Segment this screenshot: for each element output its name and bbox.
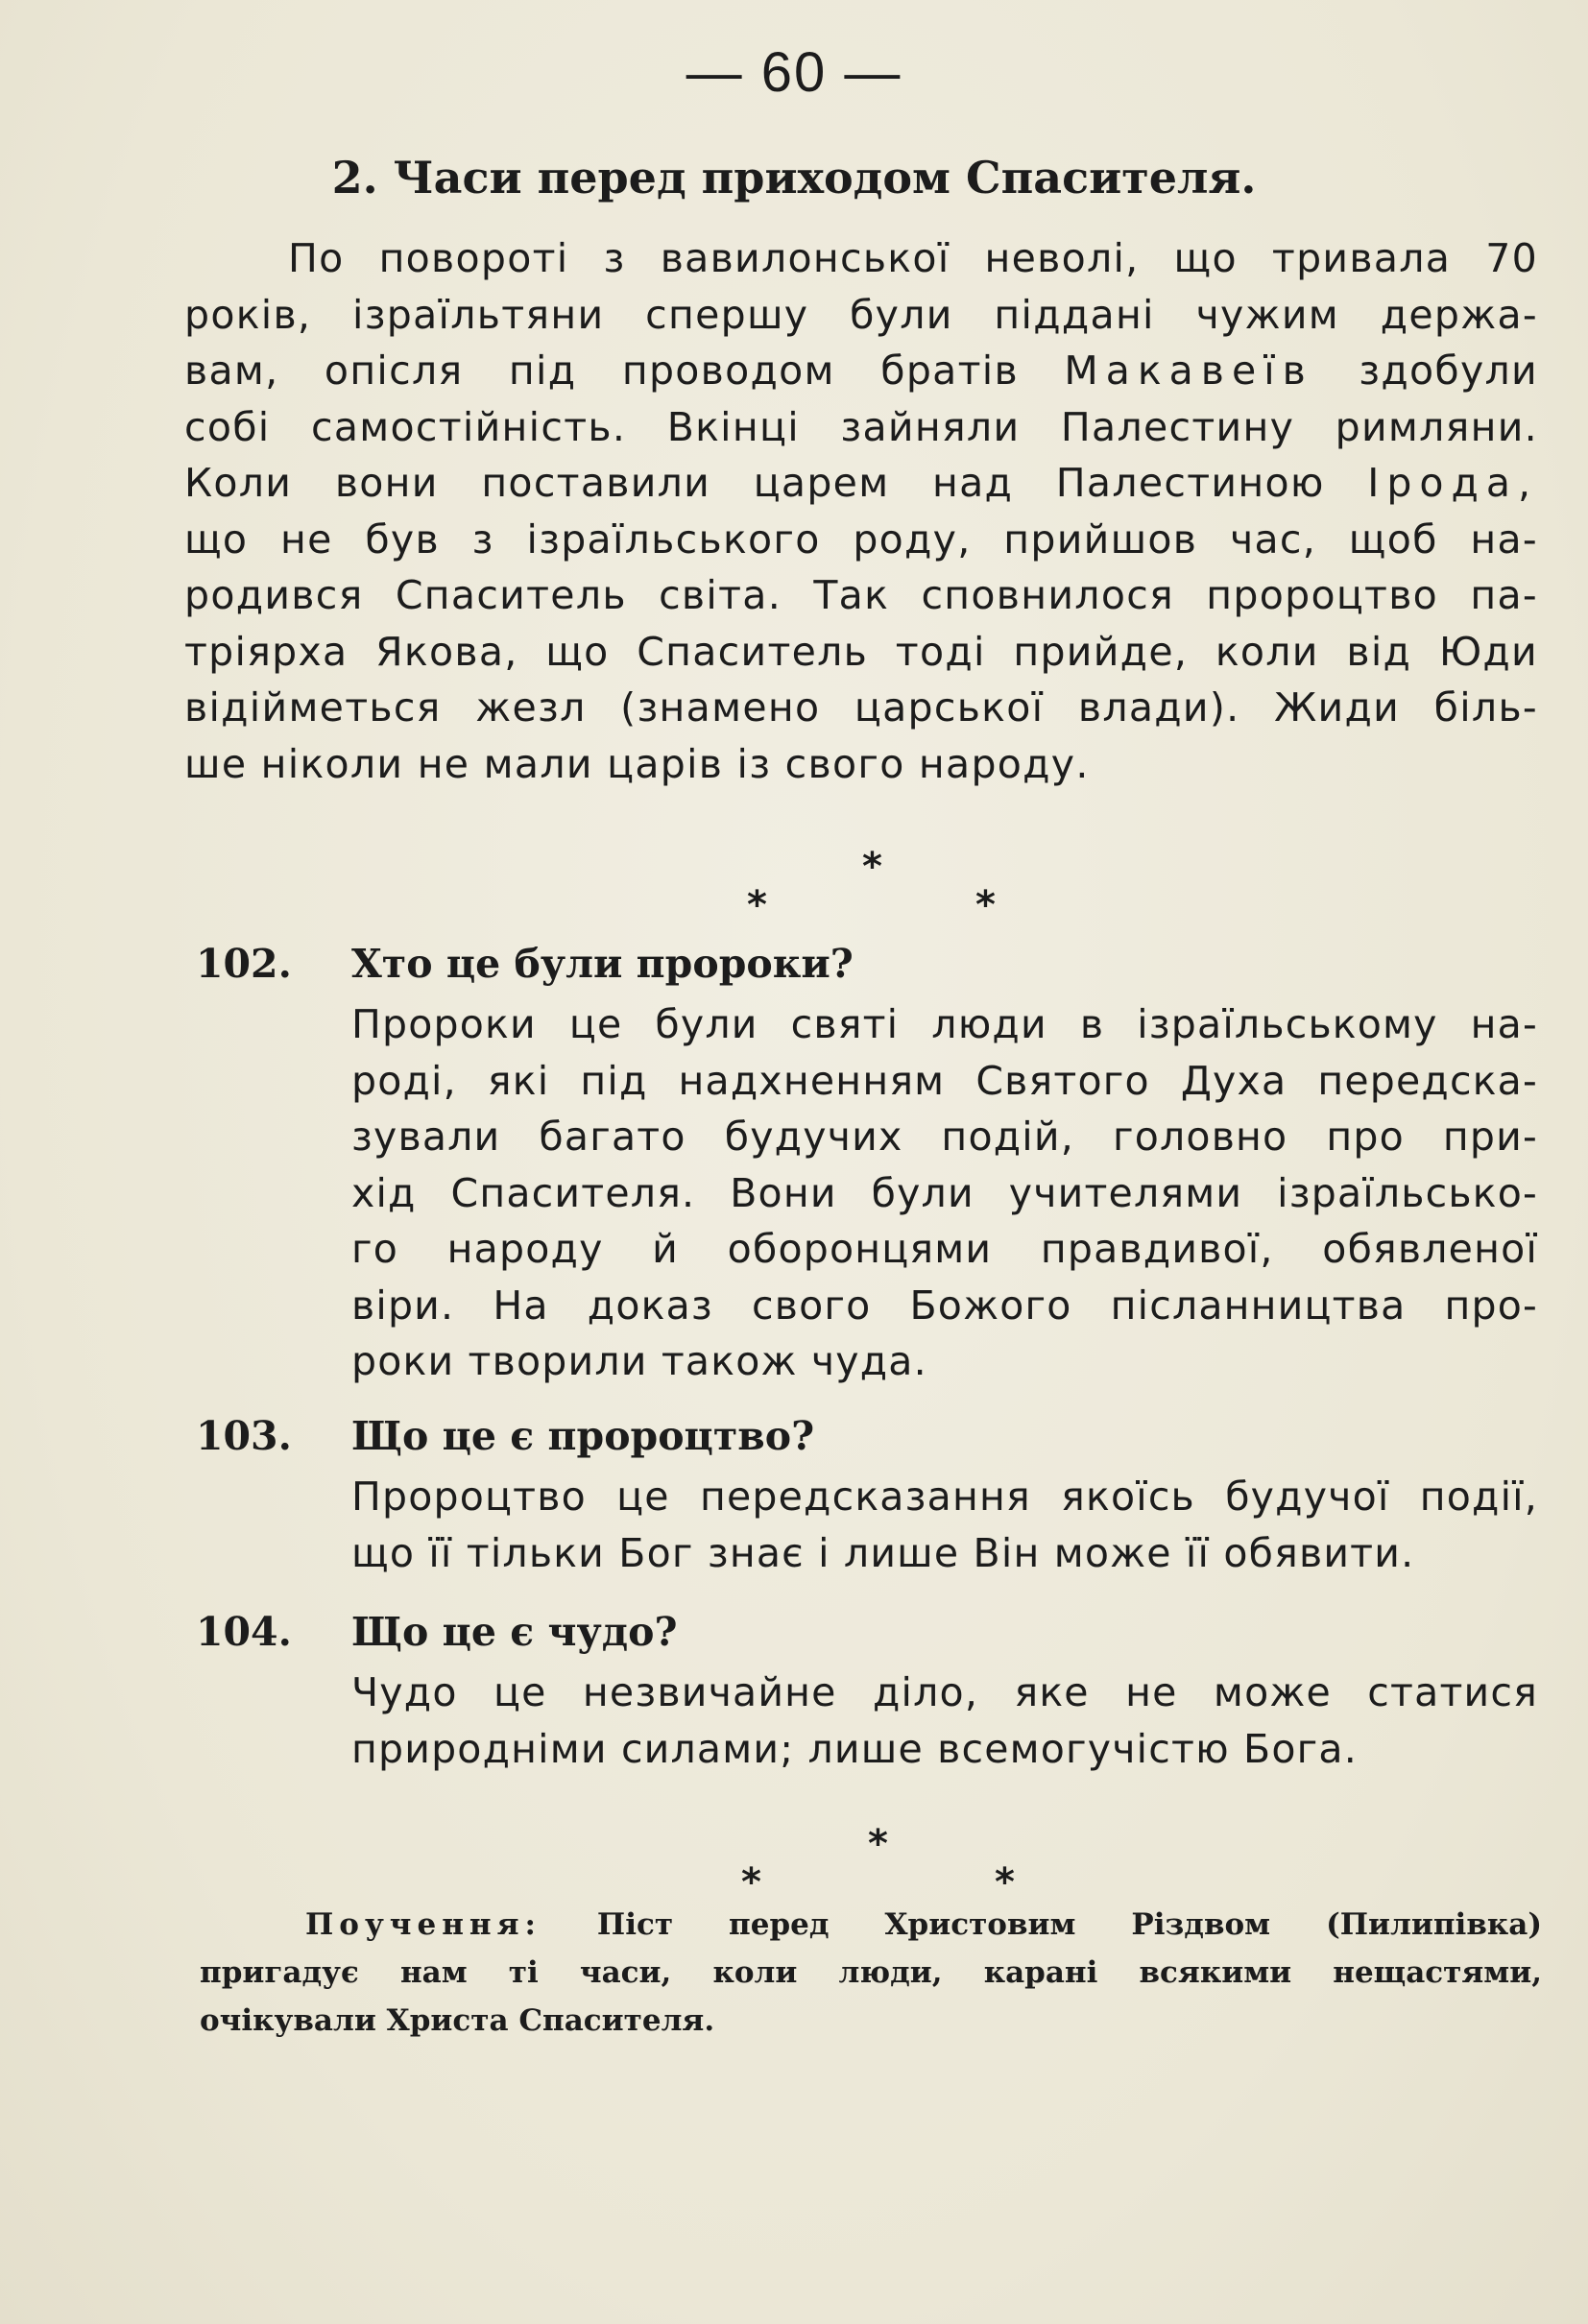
intro-paragraph (184, 230, 1538, 792)
intro-line: По повороті з вавилонської неволі, що тривала 70 (288, 235, 1538, 281)
lesson-line-text: Піст перед Христовим Різдвом (Пилипівка) (541, 1907, 1542, 1942)
intro-line-text: Коли вони поставили царем над Палестиною (184, 460, 1325, 506)
intro-line: родився Спаситель світа. Так сповнилося пророцтво па- (184, 572, 1538, 618)
intro-line: собі самостійність. Вкінці зайняли Палестину римляни. (184, 403, 1538, 450)
lesson-paragraph (200, 1901, 1542, 2045)
section-title: 2. Часи перед приходом Спасителя. (331, 152, 1257, 204)
answer-line: хід Спасителя. Вони були учителями ізраїльсько- (351, 1169, 1538, 1216)
answer-line: Чудо це незвичайне діло, яке не може статися (351, 1669, 1538, 1715)
answer-line: віри. На доказ свого Божого післанництва про- (351, 1282, 1538, 1329)
intro-line (184, 343, 1538, 399)
answer-line: що її тільки Бог знає і лише Він може її обявити. (351, 1529, 1415, 1576)
separator-star: * (975, 883, 996, 927)
question-answer (351, 1469, 1538, 1581)
answer-line: роки творили також чуда. (351, 1338, 927, 1384)
intro-line: років, ізраїльтяни спершу були піддані чужим держа- (184, 291, 1538, 338)
question-number: 104. (196, 1609, 292, 1655)
separator-star: * (741, 1860, 761, 1905)
separator-star: * (868, 1822, 888, 1866)
question-number: 103. (196, 1413, 292, 1459)
question-answer (351, 1665, 1538, 1777)
separator-star: * (995, 1860, 1015, 1905)
question-title: Хто це були пророки? (351, 941, 854, 987)
intro-line: відійметься жезл (знамено царської влади). Жиди біль- (184, 684, 1538, 731)
separator-star: * (862, 845, 882, 889)
page-number: — 60 — (686, 41, 902, 104)
answer-line: природніми силами; лише всемогучістю Бога. (351, 1725, 1358, 1772)
answer-line: го народу й оборонцями правдивої, обявленої (351, 1226, 1538, 1272)
star-separator (0, 845, 1588, 931)
answer-line: Пророцтво це передсказання якоїсь будучої події, (351, 1473, 1538, 1520)
lesson-line: очікували Христа Спасителя. (200, 2003, 715, 2038)
intro-line-tail: здобули (1312, 347, 1538, 394)
answer-line: зували багато будучих подій, головно про при- (351, 1114, 1538, 1160)
lesson-label: Поучення: (305, 1907, 541, 1942)
answer-line: Пророки це були святі люди в ізраїльському на- (351, 1001, 1538, 1047)
intro-line: тріярха Якова, що Спаситель тоді прийде, коли від Юди (184, 628, 1538, 675)
question-number: 102. (196, 941, 292, 987)
lesson-line: пригадує нам ті часи, коли люди, карані всякими нещастями, (200, 1955, 1542, 1990)
intro-line (184, 455, 1538, 512)
star-separator (0, 1822, 1588, 1908)
intro-line-text: вам, опісля під проводом братів (184, 347, 1019, 394)
question-title: Що це є пророцтво? (351, 1413, 815, 1459)
emphasized-name-iroda: Ірода, (1367, 460, 1538, 506)
intro-line: ше ніколи не мали царів із свого народу. (184, 740, 1090, 787)
lesson-line (200, 1901, 1542, 1949)
question-title: Що це є чудо? (351, 1609, 678, 1655)
question-answer (351, 996, 1538, 1390)
intro-line: що не був з ізраїльського роду, прийшов час, щоб на- (184, 515, 1538, 563)
emphasized-name-makavei: Макавеїв (1064, 347, 1313, 394)
separator-star: * (747, 883, 767, 927)
answer-line: роді, які під надхненням Святого Духа передска- (351, 1057, 1538, 1104)
